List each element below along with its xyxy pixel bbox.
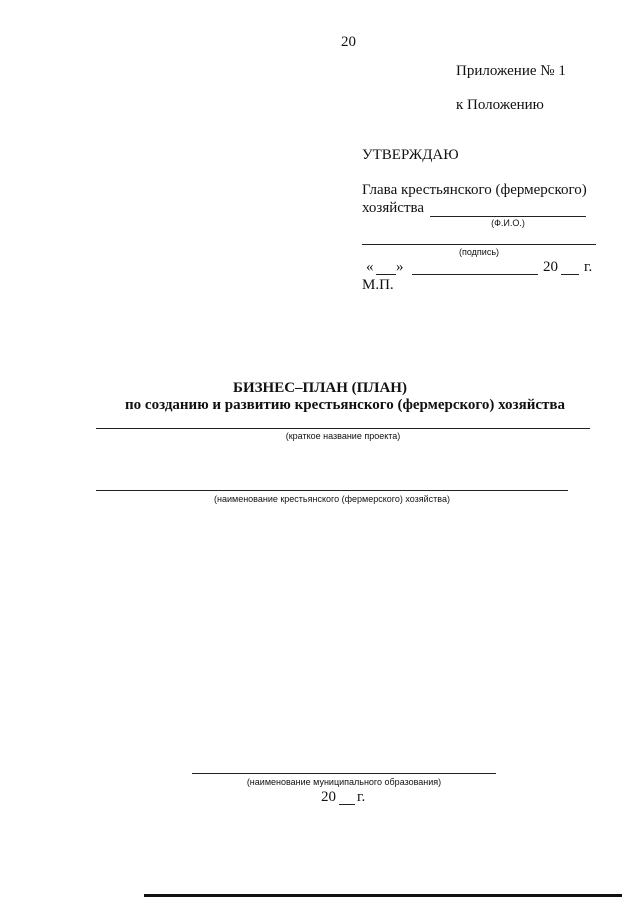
date-open-quote: « [366, 259, 374, 275]
footer-year-prefix: 20 [321, 789, 336, 805]
date-year-prefix: 20 [543, 259, 558, 275]
plan-subtitle: по созданию и развитию крестьянского (фермерского) хозяйства [125, 397, 565, 413]
footer-year-line [339, 804, 355, 805]
date-close-quote: » [396, 259, 404, 275]
bottom-rule [144, 894, 622, 897]
project-name-caption: (краткое название проекта) [285, 431, 401, 441]
signature-line [362, 244, 596, 245]
farm-name-line [96, 490, 568, 491]
municipality-line [192, 773, 496, 774]
fio-line [430, 216, 586, 217]
approval-position-line2: хозяйства [362, 200, 425, 216]
date-month-line [412, 274, 538, 275]
farm-name-caption: (наименование крестьянского (фермерского) хозяйства) [214, 494, 450, 504]
date-year-line [561, 274, 579, 275]
approval-position-line1: Глава крестьянского (фермерского) [362, 182, 587, 198]
approval-heading: УТВЕРЖДАЮ [362, 147, 459, 163]
municipality-caption: (наименование муниципального образования) [246, 777, 442, 787]
plan-title: БИЗНЕС–ПЛАН (ПЛАН) [233, 380, 407, 396]
appendix-subtitle: к Положению [456, 97, 544, 113]
date-year-suffix: г. [584, 259, 593, 275]
footer-year-suffix: г. [357, 789, 366, 805]
date-day-line [376, 274, 396, 275]
appendix-title: Приложение № 1 [456, 63, 566, 79]
signature-caption: (подпись) [458, 247, 500, 257]
project-name-line [96, 428, 590, 429]
stamp-label: М.П. [362, 277, 394, 293]
fio-caption: (Ф.И.О.) [491, 218, 525, 228]
page-number: 20 [341, 34, 356, 50]
